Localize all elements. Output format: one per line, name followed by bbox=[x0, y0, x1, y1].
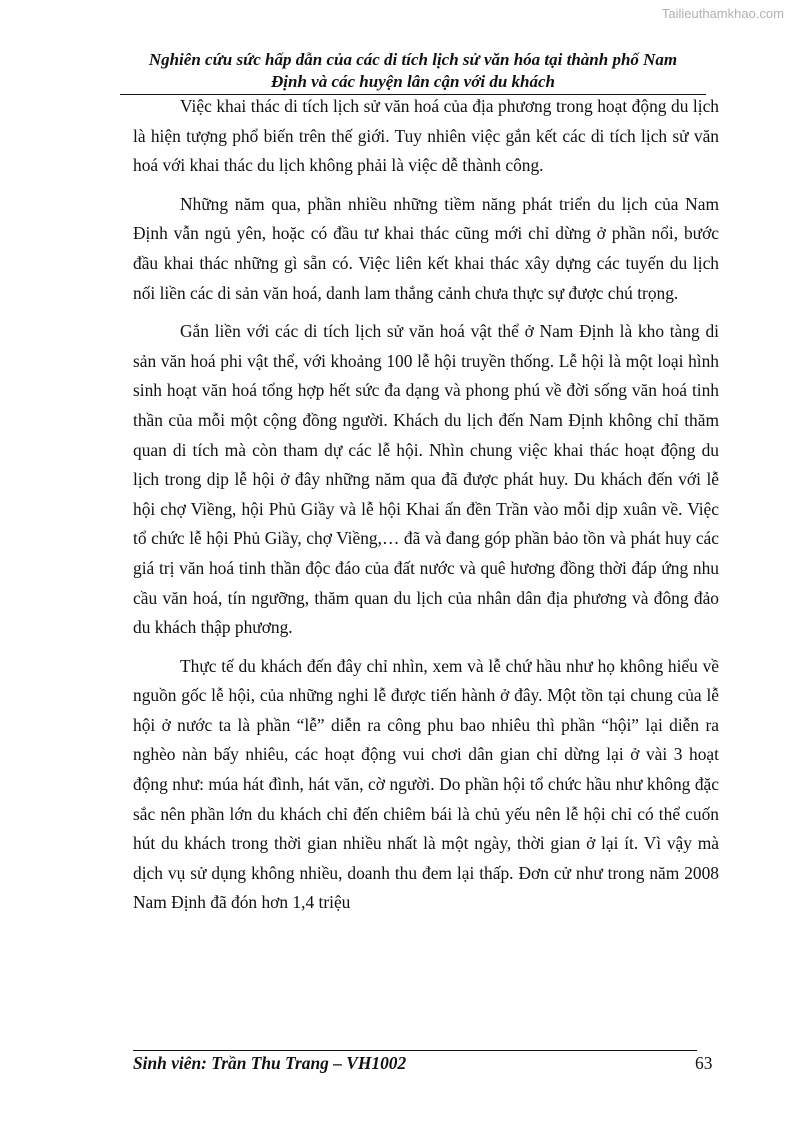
page-header bbox=[120, 49, 706, 95]
watermark-text: Tailieuthamkhao.com bbox=[661, 6, 784, 21]
paragraph-2: Những năm qua, phần nhiều những tiềm năng phát triển du lịch của Nam Định vẫn ngủ yên, hoặc có đầu tư khai thác cũng mới chỉ dừng ở phần nổi, bước đầu khai thác những gì sẵn có. Việc liên kết khai thác xây dựng các tuyến du lịch nối liền các di sản văn hoá, danh lam thắng cảnh chưa thực sự được chú trọng. bbox=[133, 193, 719, 303]
footer-divider bbox=[133, 1050, 697, 1051]
header-title-line-1: Nghiên cứu sức hấp dẫn của các di tích lịch sử văn hóa tại thành phố Nam bbox=[148, 50, 678, 69]
paragraph-4: Thực tế du khách đến đây chỉ nhìn, xem và lễ chứ hầu như họ không hiểu về nguồn gốc lễ hội, của những nghi lễ được tiến hành ở đây. Một tồn tại chung của lễ hội ở nước ta là phần “lễ” diễn ra công phu bao nhiêu thì phần “hội” lại diễn ra nghèo nàn bấy nhiêu, các hoạt động vui chơi dân gian chỉ dừng lại ở vài 3 hoạt động như: múa hát đình, hát văn, cờ người. Do phần hội tổ chức hầu như không đặc sắc nên phần lớn du khách chỉ đến chiêm bái là chủ yếu nên lễ hội chỉ có thể cuốn hút du khách trong thời gian nhiều nhất là một ngày, thời gian ở lại ít. Vì vậy mà dịch vụ sử dụng không nhiều, doanh thu đem lại thấp. Đơn cử như trong năm 2008 Nam Định đã đón hơn 1,4 triệu bbox=[133, 655, 719, 913]
paragraph-3: Gắn liền với các di tích lịch sử văn hoá vật thể ở Nam Định là kho tàng di sản văn hoá phi vật thể, với khoảng 100 lễ hội truyền thống. Lễ hội là một loại hình sinh hoạt văn hoá tổng hợp hết sức đa dạng và phong phú về đời sống văn hoá tinh thần của mỗi một cộng đồng người. Khách du lịch đến Nam Định không chỉ thăm quan di tích mà còn tham dự các lễ hội. Nhìn chung việc khai thác hoạt động du lịch trong dịp lễ hội ở đây những năm qua đã được phát huy. Du khách đến với lễ hội chợ Viềng, hội Phủ Giầy và lễ hội Khai ấn đền Trần vào mỗi dịp xuân về. Việc tổ chức lễ hội Phủ Giầy, chợ Viềng,… đã và đang góp phần bảo tồn và phát huy các giá trị văn hoá tinh thần độc đáo của đất nước và quê hương đồng thời đáp ứng nhu cầu văn hoá, tín ngưỡng, thăm quan du lịch của nhân dân địa phương và đông đảo du khách thập phương. bbox=[133, 321, 719, 638]
page-number: 63 bbox=[695, 1053, 713, 1073]
paragraph-1: Việc khai thác di tích lịch sử văn hoá của địa phương trong hoạt động du lịch là hiện tượng phổ biến trên thế giới. Tuy nhiên việc gắn kết các di tích lịch sử văn hoá với khai thác du lịch không phải là việc dễ thành công. bbox=[133, 96, 719, 176]
body-text bbox=[133, 92, 719, 918]
footer-student-name: Sinh viên: Trần Thu Trang – VH1002 bbox=[133, 1053, 407, 1073]
header-title-line-2: Định và các huyện lân cận với du khách bbox=[271, 72, 555, 91]
